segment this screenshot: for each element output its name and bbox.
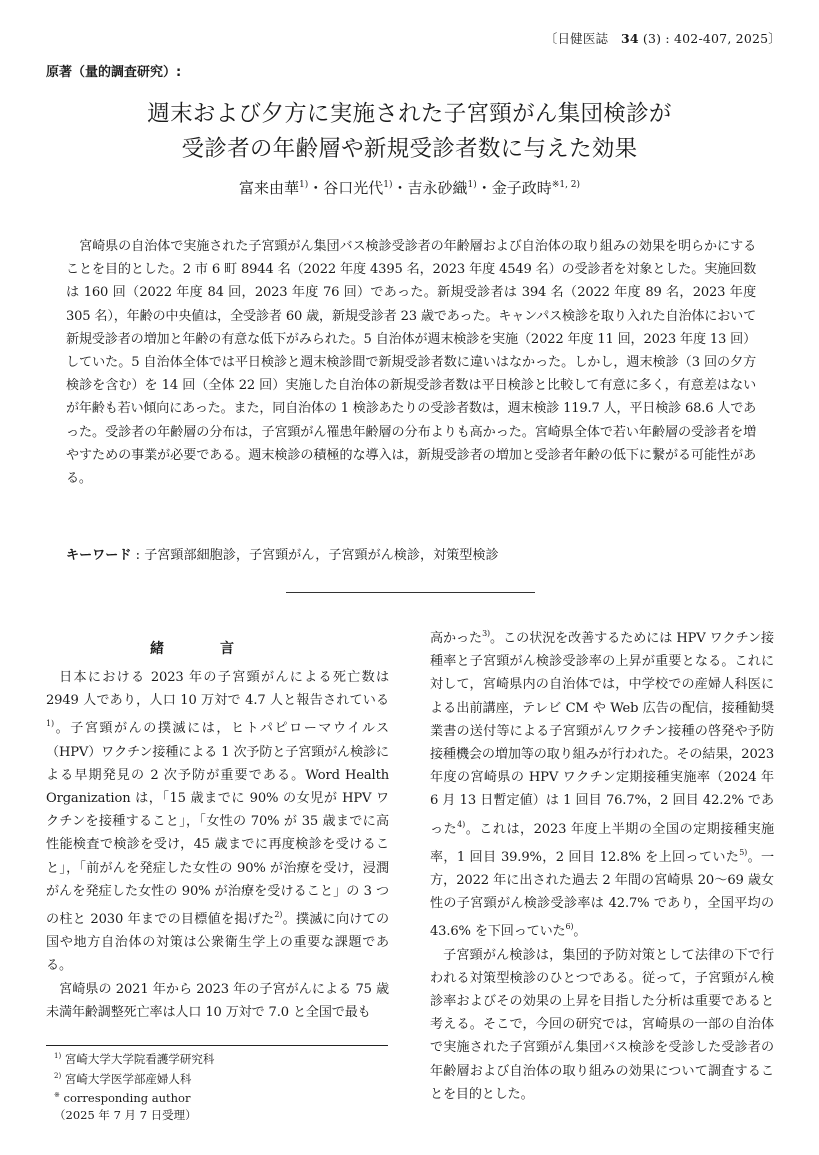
paragraph: 宮崎県の 2021 年から 2023 年の子宮がんによる 75 歳未満年齢調整死亡率は人口 10 万対で 7.0 と全国で最も: [46, 981, 389, 1020]
text-run: 。一方，2022 年に出された過去 2 年間の宮崎県 20～69 歳女性の子宮頸がん検診受診率は 42.7% であり，全国平均の 43.6% を下回っていた: [430, 849, 774, 940]
text-run: 。撲滅に向けての国や地方自治体の対策は公衆衛生学上の重要な課題である。: [46, 912, 389, 974]
citation-ref: 4): [457, 819, 466, 829]
body-column-right: [430, 622, 774, 1106]
author-name: 谷口光代: [323, 179, 384, 197]
citation-ref: 3): [482, 629, 490, 638]
text-run: 高かった: [430, 631, 483, 646]
keywords: [66, 544, 499, 563]
article-title: [0, 97, 819, 167]
body-column-left: [46, 666, 389, 1024]
citation-issue-pages: (3) : 402-407, 2025〕: [638, 31, 781, 46]
author-affiliation: ※1, 2): [551, 180, 581, 190]
author-name: 富来由華: [238, 179, 299, 197]
author-affiliation: 1): [383, 180, 393, 190]
journal-citation: [545, 29, 781, 47]
text-run: 。この状況を改善するためには HPV ワクチン接種率と子宮頸がん検診受診率の上昇が重要となる。これに対して，宮崎県内の自治体では，中学校での産婦人科医による出前講座，テレビ CM や Web 広告の配信，接種勧奨業書の送付等による子宮頸がんワクチン接種の啓発や予防接種機会の増加等の取り組みが行われた。その結果，2023 年度の宮崎県の HPV ワクチン定期接種実施率（2024 年 6 月 13 日暫定値）は 1 回目 76.7%，2 回目 42.2% であった: [430, 631, 774, 837]
abstract: 宮崎県の自治体で実施された子宮頸がん集団バス検診受診者の年齢層および自治体の取り組みの効果を明らかにすることを目的とした。2 市 6 町 8944 名（2022 年度 4395 名，2023 年度 4549 名）の受診者を対象とした。実施回数は 160 回（2022 年度 84 回，2023 年度 76 回）であった。新規受診者は 394 名（2022 年度 89 名，2023 年度 305 名），年齢の中央値は，全受診者 60 歳，新規受診者 23 歳であった。キャンパス検診を取り入れた自治体において新規受診者の増加と年齢の有意な低下がみられた。5 自治体が週末検診を実施（2022 年度 11 回，2023 年度 13 回）していた。5 自治体全体では平日検診と週末検診間で新規受診者数に違いはなかった。しかし，週末検診（3 回の夕方検診を含む）を 14 回（全体 22 回）実施した自治体の新規受診者数は平日検診と比較して有意に多く，有意差はないが年齢も若い傾向にあった。また，同自治体の 1 検診あたりの受診者数は，週末検診 119.7 人，平日検診 68.6 人であった。受診者の年齢層の分布は，子宮頸がん罹患年齢層の分布よりも高かった。宮崎県全体で若い年齢層の受診者を増やすための事業が必要である。週末検診の積極的な導入は，新規受診者の増加と受診者年齢の低下に繋がる可能性がある。: [66, 239, 756, 487]
author-separator: ・: [308, 179, 324, 197]
title-line-2: 受診者の年齢層や新規受診者数に与えた効果: [181, 136, 638, 162]
text-run: 。: [573, 924, 587, 940]
section-heading-introduction: [150, 638, 234, 658]
footnote-divider: [46, 1045, 388, 1046]
footnote-text: （2025 年 7 月 7 日受理）: [54, 1107, 197, 1122]
author-list: [0, 177, 819, 198]
footnote-mark: 2): [54, 1071, 62, 1080]
citation-ref: 1): [46, 719, 54, 729]
footnotes: [54, 1048, 214, 1123]
author-affiliation: 1): [298, 180, 309, 190]
author-affiliation: 1): [467, 180, 477, 190]
footnote: [54, 1048, 214, 1068]
paragraph: 子宮頸がん検診は，集団的予防対策として法律の下で行われる対策型検診のひとつである。従って，子宮頸がん検診率およびその効果の上昇を目指した分析は重要であると考える。そこで，今回の研究では，宮崎県の一部の自治体で実施された子宮頸がん集団バス検診を受診した受診者の年齢層および自治体の取り組みの効果について調査することを目的とした。: [430, 947, 774, 1102]
article-category: 原著（量的調査研究）:: [46, 65, 182, 80]
footnote-text: 宮崎大学医学部産婦人科: [64, 1071, 192, 1086]
keywords-text: 子宮頸部細胞診，子宮頸がん，子宮頸がん検診，対策型検診: [144, 548, 499, 563]
footnote-text: 宮崎大学大学院看護学研究科: [64, 1052, 215, 1066]
citation-volume: 34: [620, 31, 639, 46]
heading-char: 緒: [150, 641, 164, 657]
text-run: 。これは，2023 年度上半期の全国の定期接種実施率，1 回目 39.9%，2 回目 12.8% を上回っていた: [430, 821, 774, 865]
section-divider: [286, 592, 535, 593]
author-separator: ・: [392, 179, 408, 197]
heading-char: 言: [220, 641, 234, 657]
author-name: 金子政時: [491, 179, 552, 197]
author-separator: ・: [476, 179, 492, 197]
citation-ref: 2): [274, 910, 283, 920]
footnote: [54, 1068, 214, 1088]
paragraph: [430, 622, 774, 944]
citation-ref: 6): [565, 922, 574, 932]
paragraph: [46, 666, 389, 978]
footnote: [54, 1107, 214, 1124]
footnote-mark: ※: [54, 1091, 60, 1099]
author-name: 吉永砂織: [407, 179, 468, 197]
text-run: 日本における 2023 年の子宮頸がんによる死亡数は 2949 人であり，人口 10 万対で 4.7 人と報告されている: [46, 670, 389, 709]
title-line-1: 週末および夕方に実施された子宮頸がん集団検診が: [147, 101, 672, 127]
text-run: 。子宮頸がんの撲滅には，ヒトパピローマウイルス（HPV）ワクチン接種による 1 次予防と子宮頸がん検診による早期発見の 2 次予防が重要である。Word Health Organization は，「15 歳までに 90% の女児が HPV ワクチンを接種すること」，「女性の 70% が 35 歳までに高性能検査で検診を受け，45 歳までに再度検診を受けること」，「前がんを発症した女性の 90% が治療を受け，浸潤がんを発症した女性の 90% が治療を受けること」の 3 つの柱と 2030 年までの目標値を掲げた: [46, 721, 389, 928]
footnote-mark: 1): [54, 1052, 62, 1060]
citation-journal: 〔日健医誌: [544, 31, 621, 46]
footnote-text: corresponding author: [63, 1091, 191, 1105]
footnote: [54, 1087, 214, 1107]
citation-ref: 5): [739, 847, 748, 857]
keywords-separator: :: [131, 548, 145, 563]
keywords-label: キーワード: [66, 548, 132, 563]
